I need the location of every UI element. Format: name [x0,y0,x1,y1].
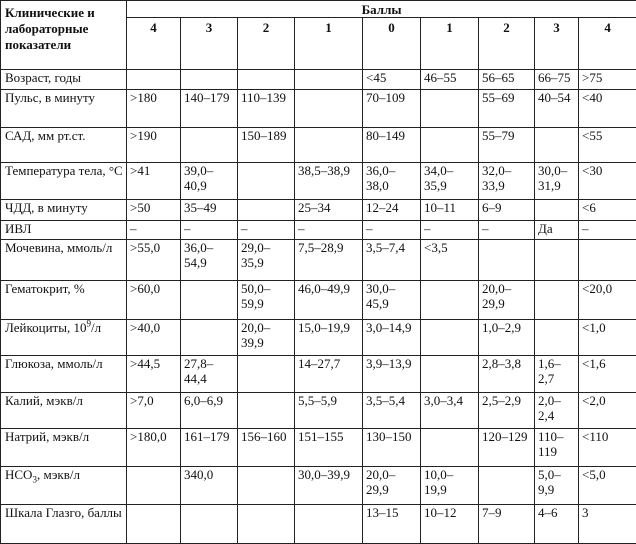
row-pulse [1,90,636,128]
score-cell: <2,0 [579,392,636,429]
score-cell: Да [535,221,579,240]
row-glucose [1,356,636,393]
parameter-label-text: Лейкоциты, 10 [5,319,87,335]
score-cell [535,319,579,356]
score-cell: 5,5–5,9 [295,392,363,429]
score-cell: – [479,221,535,240]
score-cell [238,356,295,393]
score-cell: 5,0–9,9 [535,466,579,505]
score-cell: 15,0–19,9 [295,319,363,356]
score-cell [238,505,295,544]
score-cell: 130–150 [363,429,421,467]
score-cell [295,70,363,90]
score-cell: 34,0–35,9 [421,163,479,200]
score-cell: 20,0–29,9 [363,466,421,505]
score-cell: 340,0 [181,466,238,505]
points-header-cell: 3 [181,18,238,70]
points-header-cell: 3 [535,18,579,70]
parameter-column-header: Клинические и лабораторные показатели [1,1,127,70]
score-cell [479,466,535,505]
points-header-cell: 4 [579,18,636,70]
score-cell: 3,5–7,4 [363,240,421,281]
points-group-header: Баллы [127,1,636,18]
score-cell [238,466,295,505]
score-cell: 56–65 [479,70,535,90]
parameter-label: Мочевина, ммоль/л [1,240,127,281]
score-cell: >60,0 [127,281,181,320]
row-sbp [1,127,636,163]
score-cell [421,356,479,393]
score-cell [181,319,238,356]
score-cell: 10,0–19,9 [421,466,479,505]
score-cell [421,90,479,128]
score-cell: 46–55 [421,70,479,90]
parameter-label: Шкала Глазго, баллы [1,505,127,544]
parameter-label-text: , мэкв/л [36,466,80,482]
score-cell: 55–69 [479,90,535,128]
score-cell [238,163,295,200]
score-cell: – [363,221,421,240]
score-cell: <3,5 [421,240,479,281]
parameter-label [1,319,127,356]
score-cell: 150–189 [238,127,295,163]
row-ventilation [1,221,636,240]
score-cell: <30 [579,163,636,200]
score-cell: 3,0–14,9 [363,319,421,356]
score-cell: – [295,221,363,240]
score-cell [535,281,579,320]
score-cell [421,319,479,356]
score-cell: 3,9–13,9 [363,356,421,393]
score-cell [127,70,181,90]
row-glasgow [1,505,636,544]
parameter-label-subscript: 3 [32,474,37,485]
score-cell: 32,0–33,9 [479,163,535,200]
score-cell: 35–49 [181,199,238,220]
score-cell: – [238,221,295,240]
row-leukocytes [1,319,636,356]
score-cell: >190 [127,127,181,163]
parameter-label: Натрий, мэкв/л [1,429,127,467]
parameter-label: Глюкоза, ммоль/л [1,356,127,393]
parameter-label-superscript: 9 [86,319,91,329]
score-cell [295,127,363,163]
parameter-label: Температура тела, °С [1,163,127,200]
points-header-cell: 2 [479,18,535,70]
score-cell: 151–155 [295,429,363,467]
row-age [1,70,636,90]
score-cell: <45 [363,70,421,90]
score-cell: – [127,221,181,240]
score-cell: 55–79 [479,127,535,163]
row-urea [1,240,636,281]
score-cell: >40,0 [127,319,181,356]
score-cell: 12–24 [363,199,421,220]
score-cell: 140–179 [181,90,238,128]
score-cell: 40–54 [535,90,579,128]
parameter-label-text: НСО [5,466,33,482]
score-cell: <6 [579,199,636,220]
score-cell: 3,0–3,4 [421,392,479,429]
score-cell: 25–34 [295,199,363,220]
score-cell [479,240,535,281]
row-sodium [1,429,636,467]
score-cell: 110–139 [238,90,295,128]
score-cell [421,429,479,467]
score-cell: 2,0–2,4 [535,392,579,429]
score-cell: <20,0 [579,281,636,320]
score-cell: 46,0–49,9 [295,281,363,320]
points-header-cell: 0 [363,18,421,70]
score-cell [535,127,579,163]
score-cell [535,240,579,281]
score-cell: 4–6 [535,505,579,544]
points-header-cell: 2 [238,18,295,70]
score-cell [181,127,238,163]
parameter-label: Гематокрит, % [1,281,127,320]
points-header-cell: 1 [295,18,363,70]
score-cell: 1,6–2,7 [535,356,579,393]
header-group-row [1,1,636,18]
score-cell: 70–109 [363,90,421,128]
row-bicarbonate [1,466,636,505]
score-cell: 7–9 [479,505,535,544]
score-cell: 30,0–31,9 [535,163,579,200]
score-cell: 110–119 [535,429,579,467]
parameter-label: Возраст, годы [1,70,127,90]
score-cell [421,127,479,163]
score-cell: >50 [127,199,181,220]
score-cell [127,466,181,505]
score-cell: – [579,221,636,240]
score-cell: 2,5–2,9 [479,392,535,429]
parameter-label: ИВЛ [1,221,127,240]
score-cell [295,505,363,544]
score-cell: <1,6 [579,356,636,393]
score-cell: 7,5–28,9 [295,240,363,281]
score-cell: 66–75 [535,70,579,90]
score-cell: >44,5 [127,356,181,393]
score-cell: <5,0 [579,466,636,505]
score-cell: 36,0–54,9 [181,240,238,281]
score-cell: 38,5–38,9 [295,163,363,200]
row-hematocrit [1,281,636,320]
parameter-label [1,466,127,505]
score-cell: – [181,221,238,240]
parameter-label-text: /л [90,319,102,335]
score-cell: 13–15 [363,505,421,544]
row-potassium [1,392,636,429]
score-cell: 156–160 [238,429,295,467]
score-cell: 2,8–3,8 [479,356,535,393]
score-cell: >180,0 [127,429,181,467]
score-cell: 20,0–29,9 [479,281,535,320]
score-cell: <110 [579,429,636,467]
score-cell: 80–149 [363,127,421,163]
parameter-label: Калий, мэкв/л [1,392,127,429]
score-cell [181,505,238,544]
score-cell: >180 [127,90,181,128]
row-temperature [1,163,636,200]
score-cell [421,281,479,320]
parameter-label: ЧДД, в минуту [1,199,127,220]
score-cell: 30,0–39,9 [295,466,363,505]
score-cell: 10–11 [421,199,479,220]
score-cell [238,392,295,429]
score-cell [295,90,363,128]
score-cell: 161–179 [181,429,238,467]
score-cell: 6,0–6,9 [181,392,238,429]
score-cell: >7,0 [127,392,181,429]
score-cell: 29,0–35,9 [238,240,295,281]
points-header-cell: 1 [421,18,479,70]
score-cell: 3 [579,505,636,544]
score-cell: <1,0 [579,319,636,356]
score-cell: 36,0–38,0 [363,163,421,200]
score-cell [181,281,238,320]
score-cell: 120–129 [479,429,535,467]
score-cell [181,70,238,90]
score-cell: 20,0–39,9 [238,319,295,356]
score-cell: >75 [579,70,636,90]
score-cell: 50,0–59,9 [238,281,295,320]
score-cell: 14–27,7 [295,356,363,393]
points-header-cell: 4 [127,18,181,70]
score-cell [238,70,295,90]
score-cell: 1,0–2,9 [479,319,535,356]
score-cell: 6–9 [479,199,535,220]
score-cell [127,505,181,544]
score-cell [535,199,579,220]
row-respiratory-rate [1,199,636,220]
score-cell: 30,0–45,9 [363,281,421,320]
score-cell: – [421,221,479,240]
score-cell: >55,0 [127,240,181,281]
parameter-label: Пульс, в минуту [1,90,127,128]
score-cell: 10–12 [421,505,479,544]
score-cell: >41 [127,163,181,200]
score-cell [579,240,636,281]
score-cell: 39,0–40,9 [181,163,238,200]
table-body [1,70,636,544]
score-cell [238,199,295,220]
score-cell: 3,5–5,4 [363,392,421,429]
score-cell: 27,8–44,4 [181,356,238,393]
score-cell: <40 [579,90,636,128]
score-cell: <55 [579,127,636,163]
parameter-label: САД, мм рт.ст. [1,127,127,163]
